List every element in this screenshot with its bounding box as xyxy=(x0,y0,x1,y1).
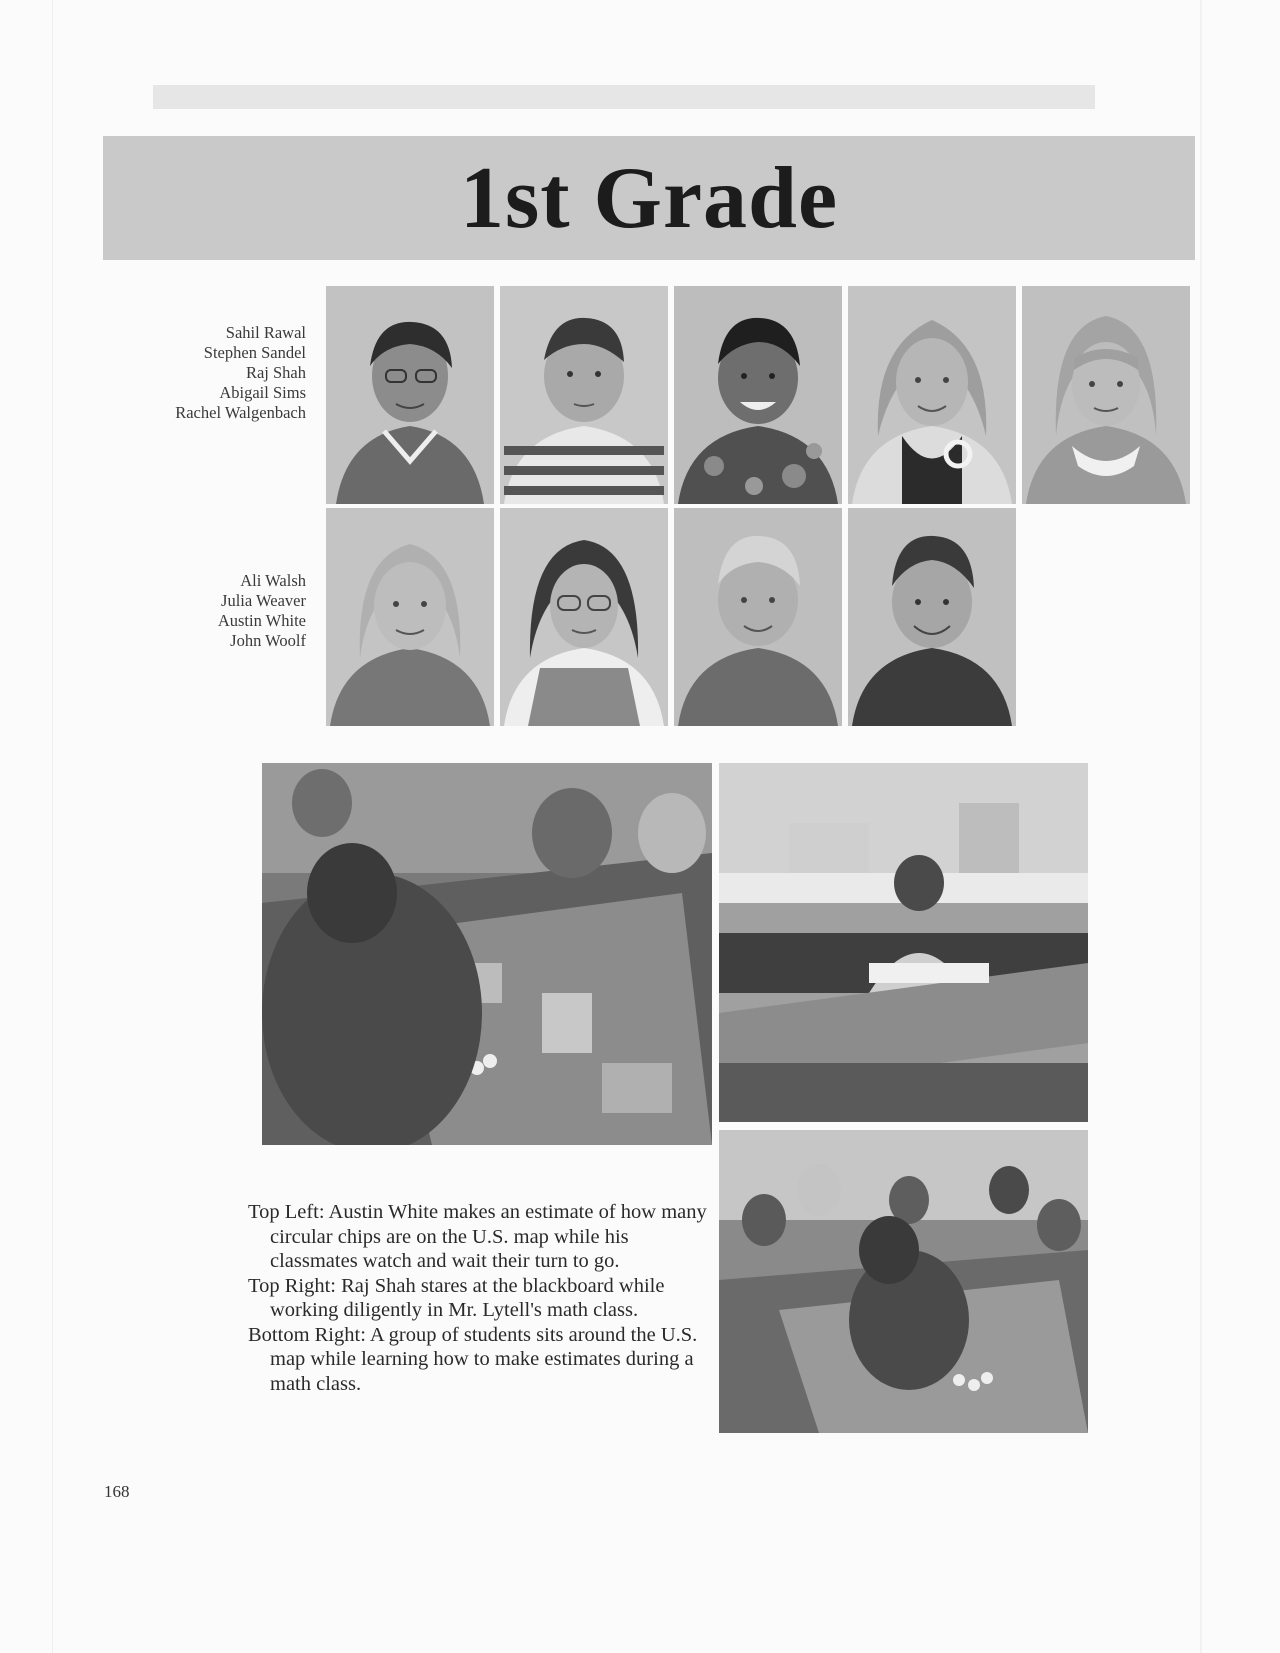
student-name: Raj Shah xyxy=(245,363,306,382)
student-name: Abigail Sims xyxy=(219,383,306,402)
row1-name-list xyxy=(175,323,306,423)
caption-paragraph: Top Left: Austin White makes an estimate of how many circular chips are on the U.S. map while his classmates watch and wait their turn to go. xyxy=(248,1201,707,1272)
page-edge-right xyxy=(1200,0,1202,1653)
portrait-photo xyxy=(674,286,842,504)
portrait-photo xyxy=(848,286,1016,504)
row2-name-list xyxy=(218,571,306,651)
header-strip xyxy=(153,85,1095,109)
photo-map-group xyxy=(719,1130,1088,1433)
portrait-photo xyxy=(500,508,668,726)
page-number: 168 xyxy=(104,1482,130,1501)
student-name: Rachel Walgenbach xyxy=(175,403,306,422)
portrait-image xyxy=(500,508,668,726)
portrait-image xyxy=(674,286,842,504)
student-name: Stephen Sandel xyxy=(203,343,306,362)
page-edge-left xyxy=(52,0,53,1653)
student-name: Ali Walsh xyxy=(240,571,306,590)
photo-caption xyxy=(248,1200,718,1396)
student-name: Sahil Rawal xyxy=(225,323,306,342)
photo-raj-desk xyxy=(719,763,1088,1122)
portrait-image xyxy=(848,286,1016,504)
portrait-photo xyxy=(326,286,494,504)
caption-paragraph: Bottom Right: A group of students sits around the U.S. map while learning how to make estimates during a math class. xyxy=(248,1323,698,1395)
portrait-photo xyxy=(848,508,1016,726)
portrait-image xyxy=(500,286,668,504)
portrait-image xyxy=(1022,286,1190,504)
portrait-photo xyxy=(674,508,842,726)
portrait-image xyxy=(674,508,842,726)
portrait-photo xyxy=(326,508,494,726)
page-title: 1st Grade xyxy=(459,149,839,247)
student-name: Austin White xyxy=(217,611,306,630)
portrait-photo xyxy=(500,286,668,504)
title-banner xyxy=(103,136,1195,260)
student-name: John Woolf xyxy=(230,631,306,650)
photo-map-estimate xyxy=(262,763,712,1145)
classroom-photo-image xyxy=(719,763,1088,1122)
portrait-photo xyxy=(1022,286,1190,504)
student-name: Julia Weaver xyxy=(221,591,306,610)
classroom-photo-image xyxy=(719,1130,1088,1433)
classroom-photo-image xyxy=(262,763,712,1145)
portrait-image xyxy=(326,286,494,504)
caption-paragraph: Top Right: Raj Shah stares at the blackboard while working diligently in Mr. Lytell's math class. xyxy=(248,1274,665,1321)
portrait-image xyxy=(848,508,1016,726)
portrait-image xyxy=(326,508,494,726)
